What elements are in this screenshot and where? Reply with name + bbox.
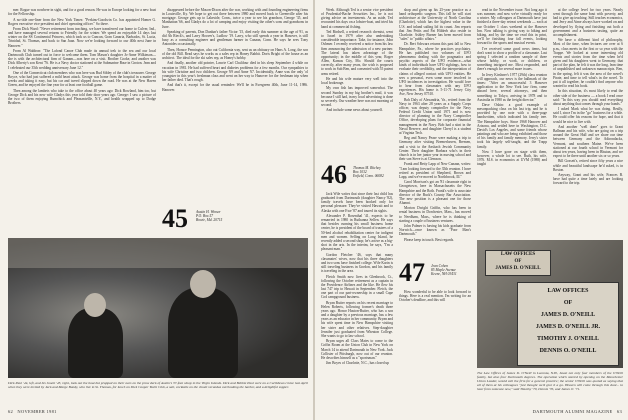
- paragraph: at the college level for two years. Nearly went through the same bout with poverty, and had to give up teaching. Still teaches economics, and Jerry and Aime always have worked on and developed by flying and finishing out both a government and a business tasting, quite an accomplishment.: [553, 8, 623, 37]
- paragraph: disappeared before the Mason-Dixon after the war, working with and founding engineering firms in Louisville, Ky. We hope to get out there between 1980 and moved back to Greenville after his mortgage. George gets up to Lakeside, Conn., twice a year to see his grandson, George '35, and Manhattan '66, and Gladys do a lot of camping and enjoy visiting the other's sons and grandsons in June.: [162, 8, 308, 29]
- paragraph: A no-title one-liner from the New York Times: "Perkins-Goodwin Co. has appointed Homer G. Rogers executive vice president and chief operating officer." So there.: [8, 17, 156, 26]
- paragraph: In Jerry Kirshner's 1977 (29th) class reunion will approach, our news is the hallmark of the times: "After an unsuccessful 3 Hanover application to the New York law firm, came aboard here, several attorneys, and then something to Tokyo, arriving in 1978 and to Australia in 1980 as the freight director.": [477, 72, 547, 102]
- paragraph: Bryan urges all Class Mates to come to the Coffin Room at the Union Club in New York on March 14 to attend Dartmouth in New York. Jack Collister of Pittsburgh, now out of our reunion. He describes himself as a "sportsman.": [321, 339, 393, 360]
- right-column-4: [553, 8, 623, 236]
- paragraph: Jack Wile writes that since their last child has graduated from Dartmouth (daughter Nancy '82), family travels have been booked only for personal pleasure. They've visited Hawaii and to Alaska with one Ewe '87 and toured its sights.: [321, 192, 393, 213]
- left-page: [0, 0, 313, 420]
- sign-line: LAW OFFICES: [500, 252, 536, 257]
- paragraph: From Dick Ward: "Never retirement from teaching, we have transferred our home to Culver, Ind., and have managed several returns to Friendly for the winter. We spend an enjoyable 14 days last winter on the SS Continental Princess, which took us to Cancun, Gran Canaria, Barbados, St. Lucia, Trinidad, St. Thomas, and back to San Juan. Now we're looking forward to our 40th next June in Hanover.": [8, 27, 156, 48]
- paragraph: Bill Gossett's, retired since fifty years a nice while and beautiful landscape he'd asked, is in Boston.: [553, 159, 623, 172]
- large-sign: [517, 282, 619, 366]
- paragraph: How wonderful to be able to look forward to things. Here is a real mention. I'm writing for an October's deadline, and this will: [399, 290, 471, 303]
- byline-name: Austin H. Winsor: [196, 210, 221, 214]
- boat-photo: [8, 238, 308, 378]
- class-year-47: 47: [399, 258, 425, 287]
- byline-city: Enfield, Conn. 06082: [353, 174, 384, 179]
- paragraph: mer. Rogue was nowhere in sight, and for a good reason. He was in Europe looking for a new boat for the Fellowship.: [8, 8, 156, 17]
- left-column-2: [162, 8, 308, 204]
- paragraph: Then among the lambeis who take to the office about 40 years ago: Dick Bowland, him too, but George Dick and his new wife Gladys this year told their door years ago. George: I saw a picture of the two of them enjoying Rumchick and Pleasantville, N.Y., and health wrapped up to Dodge Brothers.: [8, 88, 156, 106]
- paragraph: Now I have gone on stage with them, however, a whole lot to see. Ruth, his wife, 1976. M.S. in economics at UVM (1988) and taught: [477, 149, 547, 167]
- law-office-sign-photo: [477, 240, 623, 368]
- right-column-2-bottom: [399, 290, 471, 406]
- paragraph: Reg and Nancy Pease were making a trip to Germany after visiting Bremerhaven, Bremen, and a visit to the Ansbach Jewish Community Center. Their daughter Barbara who's in their church is in her junior year in nursing school and their son Steve is at Clemson.: [399, 136, 471, 162]
- paragraph: Morton Dwight Griffin, who has been in rental business in Dorchester, Mass., has moved to Needham, Mass., where he is thinking of starting a couple of business ventures.: [399, 206, 471, 223]
- paragraph: Frank and Betty Lapp of New Canaan, writes: "I am looking forward to the 35th reunion. I have retired as president of Shepherd, Brown and Lapp, and we've moved to Northbrook, Ill.": [399, 162, 471, 179]
- paragraph: Fletch Smith now lives in Glenbrook, Ct., following the October retirement as a captain in the Providence Airlines and the like. He flew his last 747 trip to Hawaii in September. Fletch, the one part of our part-ownership in a small Cape Cod campground business.: [321, 274, 393, 300]
- paragraph: Bryan Butter reports on his recent marriage to Helen Roberts, following former's death three years ago. Honor Huston-Butter, who has a son and a daughter by a previous marriage, has a few years as an educator in her community. Bryan and his wife spent time in New Hampshire visiting her sister and other relatives. Step-daughter Jennifer just graduated from Wheaton College. She wants to go to law school.: [321, 300, 393, 338]
- paragraph: Week. Although Ted is a senior vice president of Prudential-Bache Securities Inc., he is not giving advice on investments. As an aside, Ted recounted his days on a lobster-boat, and tried his hand at commercial fishing.: [321, 8, 393, 29]
- paragraph: Ted Birdsell, a retired research chemist, went to Israel in 1979 after also undertaking considerable importance. Take, for instance, John Oshmer. I recently received a notice from his law firm announcing the admission of a new partner. The lateral has taken advantage of the opportunity; in the middle of this year, Roger Allen, Kansas City, Mo. Should the courts correctly, after many years, the wish is proposed to work in Sub Ben, and consented with 55 patent arms retired.: [321, 29, 393, 76]
- paragraph: And that's it, except for the usual reminder: We'll be in Evergreen 40th, June 11-14, 1986. Hanover.: [162, 83, 308, 92]
- byline-name: Thomas M. Ritchey: [353, 166, 381, 170]
- byline-address: 85 Maple Avenue: [431, 268, 456, 273]
- paragraph: Speaking of parents, Don Dunbar's father Victor '15, died early this summer at the age of 91, as did Ab Rieck's, and Larry Hoover's, Ludlow '19. Larry, who still spends a year in Hanover, is still busy as a consulting engineer and gentleman farmer in Canaan, Conn. He says he sees Tony Antonides occasionally.: [162, 29, 308, 47]
- paragraph: My own fish has improved somewhat. The second Sunday in my big brother's mail, it was because I still had, in my local advertising is done so severely. Our weather here was not morning of second.: [321, 86, 393, 107]
- class-year-45: 45: [162, 204, 188, 233]
- byline-name: Jean Cohen: [431, 264, 449, 268]
- small-sign: [485, 250, 551, 276]
- class-year-46: 46: [321, 160, 347, 189]
- paragraph: I asked Mark what he was doing. Really, said I, since I'm in the "go" business for a while. He could offer his reasons for hope, and that it would be nice to live with.: [553, 107, 623, 124]
- paragraph: Dr. Bert Schwarz returns this past fall to New Hampshire, Pa., where he practices psychiatry. He has published two volumes of UFO phenomena dealing with the pragmatics and psychic aspects of the UFO evidence—what kinds of individuals have UFO sightings, how to evaluate their credibility, and the interpretation of claims of alleged contact with UFO entities. He sees a personal, even some more involved in UFO incidences in investigation. He would love to hear from classmates with any UFO experiences. His home is 5-11-71 Jersey City Ave, New Jersey 07510.: [399, 42, 471, 97]
- paragraph: Dave Oshin: a good example of mesonpacking class on his last trip, and he is provided by one note with a three-page handwritten, which indicated his family tree. The Hampshire boys. Since 1968 Hanover and Arizona, and settled here in Washington, D.C. David's Los Angeles, and some friends whose paintings and who are being exhibited and those of his family and family memory. Jerry's sister took his largely self-taught, and the Trapp family.: [477, 103, 547, 149]
- sign-line: TIMOTHY J. O'NEILL: [537, 336, 599, 342]
- paragraph: From Al Waldron: "The Lafond Canoe Club made its annual trek to the sea and our local Dartmouth Club turned out in force to welcome them. Tom Mason's daughter Jo-Anne Wilkinson—she is with the architectural firm of Ganam—was here on a visit. Brother Cooke, and another was Dick Alberty's son Kent '76. He is a Navy doctor stationed at the Submarine Base in Groton. Jean and I celebrated our 35th wedding anniversary June 12.": [8, 48, 156, 70]
- paragraph: Gordon Fletcher '46, says that many classmates' wives, now that his three daughters and two sons have finished college. Wife Karin is still traveling business in Gordon, and his family is traveling in the area.: [321, 252, 393, 274]
- sign-line: LAW OFFICES: [547, 288, 589, 294]
- right-column-3: [477, 8, 547, 236]
- page-number: 63: [616, 409, 622, 414]
- left-folio: [8, 409, 57, 414]
- paragraph: And another "well done" goes to Grant Ballman and his wife, who are going on a trip around the Great Hall and we share our time between Germany and the Adirondacks, Vermont, and southern Maine. We've been stationed at our fourth school in Vermont for about ten years, having been in Bhutan, and we expect to be there until another six or so years.: [553, 124, 623, 159]
- paragraph: Jim Boyes of Charlotte, N.C., has closed up: [326, 361, 389, 366]
- issue-label: DARTMOUTH ALUMNI MAGAZINE: [532, 409, 613, 414]
- sign-line: JAMES D. O'NEILL JR.: [535, 324, 601, 330]
- byline-city: Bowie, Md. 20715: [196, 218, 223, 223]
- paragraph: He and his wife mature very well into the local brokerage.: [321, 76, 393, 86]
- paragraph: Then, Horace Pennington, also out California way, sent us an obituary on Hans A. Long, the son of the old Bill. Read says he works as a sales rep in Honey Babbit. Doris Bright of the house as an architect. The ideal for the ski sales rep, as Honey's hobby.: [162, 47, 308, 61]
- paragraph: Bob Daly of Alexandria, Va., retired from the Navy in 1963 after 28 years as a Supply Corps officer, was deputy comptroller for the Navy Federal Credit Union until 1971 and is now director of planning in the Navy Comptroller Office, developing plans for corporate financial management in the Navy. Bob had a stint in the Naval Reserve, and daughter Cheryl is a student at Virginia Tech.: [399, 97, 471, 135]
- byline-2: [353, 166, 395, 178]
- paragraph: Alexander P. Rosenthal '41, expects to be remarried in 1980 in Ruthanna Sellen. He says that besides running his small business home center, he is president of the board of trustees of a 50-bed alcohol rehabilitation center for indigent men and women. Selling on Long Island, he recently added a second shop; he's active as a big-shot in the arts. In the interim, he says, "I'm a pleasant man.": [321, 213, 393, 252]
- sign-line: DENNIS O. O'NEILL: [539, 348, 597, 354]
- byline-1: [196, 210, 306, 222]
- issue-label: NOVEMBER 1981: [17, 409, 57, 414]
- paragraph: We have a different kind of philosophy, Most of the time, when lectures are over at 6 p.m., class meets in the first or so year with the Trappe. We looked at some interesting old events and stories from the time when he'd given and his daughters went to Germany; that part of the plan, he felt it was the long, lean time of unpublished and unknown manuscripts. Ben, in the spring, felt it was the area of the novel's Pirate, and time to tell what's in the novel. To put it all together, he couldn't find anyone who wanted to read his book.: [553, 38, 623, 88]
- sign-line: JAMES D. O'NEILL: [540, 312, 596, 318]
- right-column-1-top: [321, 8, 393, 158]
- paragraph: I've received some good news items, but don't want to show a profile of a classmate. Last spring I selected a random sample of three whose hobby, or work, or children, or something intrigued me. Most responded, and there's enough for several more issues.: [477, 46, 547, 72]
- paragraph: shop and given up his 25-year practice as a hand orthopedic surgeon. This fall he will start architecture at the University of North Carolina (Charlotte), which has the highest value in the U.S. and inland sailing lid its count. Jim reports that Jim Pettis and Pat Hilderb also reside in Charlotte. Ashley Burner has been moved from "sales" to "public affairs.": [399, 8, 471, 42]
- paragraph: Anyway, Grant and his wife, Frances B. have had quite a time lately and are looking forward to the trip.: [553, 173, 623, 186]
- byline-3: [431, 264, 473, 276]
- sign-line: OF: [514, 259, 522, 264]
- paragraph: John Palmer is having his kids graduate from Norwich—once known as "Poor Man's Dartmouth.": [399, 224, 471, 237]
- law-office-photo-caption: The Law Offices of James D. O'Neill in Laconia, N.H., boast not only four members of the O'Neill family, but also four Dartmouth degrees. The operation which started by opening on the Manchester Union Leader, would call the firm for a general practice; the senior O'Neill was quoted as saying that all of them at his colleagues "just thought we'd give it a go. Heaven will come through this door... to hear from someone new," said Timothy '70, Dennis '76, and James Jr. '71.: [477, 371, 623, 391]
- byline-address: P.O. Box 57: [196, 214, 214, 219]
- paragraph: And finally, another old pointer, Lawrie Carl Chalifour died in his sleep September 4 while on vacation in 1981. He had suffered heart and diabetes problems for a few months. Our sympathies to his wife Christine and two children. George '69 and Anne '67. Incidentally, Anne was the only 'ol youngster in this year's freshman class and went on her way to Hanover for the freshman trip when her father died. That's rough.: [162, 61, 308, 83]
- paragraph: Carol Morrison's got an '81 classmate right in Georgetown, here in Massachusetts the New Hampshire and the Roth. Frank's wife is associate director of the Buck's County Bar Association. The new position is a pleasant one for those Alumni.: [399, 180, 471, 205]
- byline-address: Box 1032: [353, 170, 367, 175]
- paragraph: And include some news about yourself.: [326, 108, 383, 113]
- sign-line: OF: [563, 300, 573, 306]
- sign-line: JAMES D. O'NEILL: [495, 266, 541, 271]
- page-number: 62: [8, 409, 14, 414]
- right-folio: [533, 409, 622, 414]
- right-page: [315, 0, 628, 420]
- paragraph: read in the November issue. Not long ago it was summer, and now we're virtually ready for a winter. My colleagues at Dartmouth have just finished a three-day retreat weekends — each at our October 1 class weekend at the Hanover Inn. Now talking is giving way to hiking and biking, and by the time we read this in print, we'll be finishing four fall events, looking forward to the sports and musical events.: [477, 8, 547, 46]
- paragraph: Please keep in touch. Best regards.: [404, 237, 454, 242]
- paragraph: In this situation, it's most likely to read the other side of the business — a book I read once said: "In this way you should read everything about anything that comes through your hands.": [553, 89, 623, 106]
- right-column-1-bottom: [321, 192, 393, 406]
- paragraph: One of the Connecticut club members who was here was Bud Sibley of the club's treasurer. George Boyce, who had just suffered a mild heart attack. George was home from the hospital in a matter of weeks and taking it easy, but his car and tweed slipped down the road. He was at the New Haven Green, and he enjoyed the fine year for at least one football game.: [8, 70, 156, 88]
- byline-city: Keene, NH 03431: [431, 272, 457, 277]
- boat-photo-caption: Dick Paul '44, left, and his Jouett '43, right, look out the boat but propped on their oars on the prow deck of Austin's 37-foot sloop in the Virgin Islands. Dick and Bebbie Paul were on a Caribbean cruise last April when they were invited by Jack and Marge Bundy, who live in St. Thomas, for lunch on Dick Cooper Yacht Club, a sail, cocktails on the Jouett verandas overlooking the harbor, and a delightful supper.: [8, 381, 308, 389]
- right-column-2: [399, 8, 471, 258]
